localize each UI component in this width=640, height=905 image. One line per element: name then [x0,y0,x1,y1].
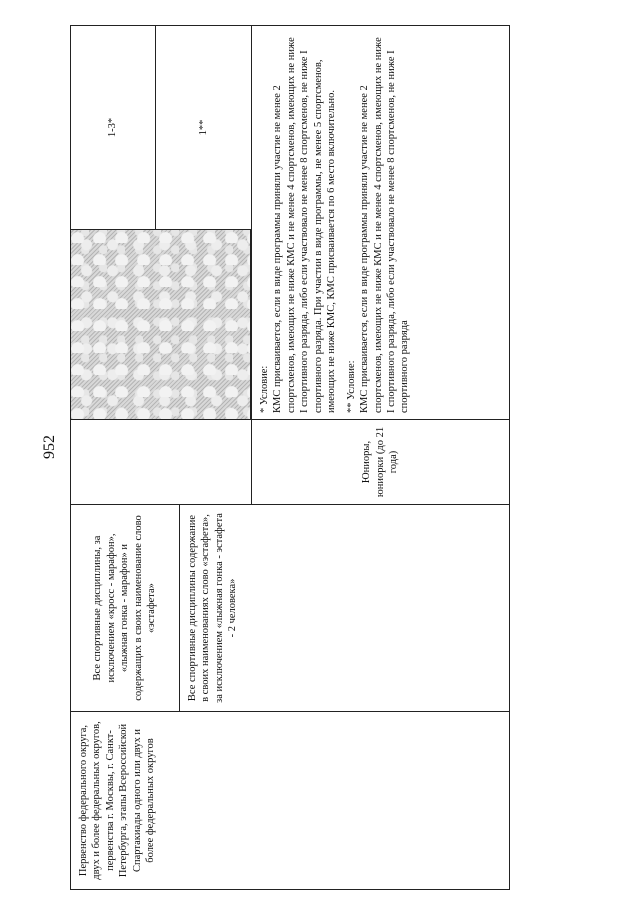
place-1-cell [70,25,156,230]
discipline-2-cell [179,504,510,712]
age-group-text: Юниоры, юниорки (до 21 года) [361,426,400,498]
place-2-text: 1** [197,119,209,136]
page-number: 952 [41,435,58,459]
place-1-text: 1-3* [107,117,119,138]
discipline-1-cell [70,504,180,712]
discipline-1-text: Все спортивные дисциплины, за исключением «кросс - марафон», «лыжная гонка - марафон» и содержащих в своих наименование слово «эстафета» [92,515,158,701]
condition-2-text: КМС присваивается, если в виде программы приняли участие не менее 2 спортсменов, имеющих не ниже КМС и не менее 4 спортсменов, имеющих не ниже I спортивного разряда, либо если участвовало не менее 8 спортсменов, не ниже I спортивного разряда [359,37,411,413]
condition-1-text: КМС присваивается, если в виде программы приняли участие не менее 2 спортсменов, имеющих не ниже КМС и не менее 4 спортсменов, имеющих не ниже I спортивного разряда, либо если участвовало не менее 8 спортсменов, не ниже I спортивного разряда. При участии в виде программы, не менее 5 спортсменов, имеющих не ниже КМС, КМС присваивается по 6 место включительно. [272,37,338,413]
place-2-cell [155,25,252,230]
condition-1-title: * Условие: [259,365,270,413]
conditions-cell [251,25,510,420]
age-empty-cell [70,419,252,505]
competition-text: Первенство федерального округа, двух и более федеральных округов, первенства г. Москвы, г. Санкт-Петербурга, этапы Всероссийской Спартакиады одного или двух и более федеральных округов [78,721,157,880]
discipline-2-text: Все спортивные дисциплины содержание в своих наименованиях слово «эстафета», за исключением «лыжная гонка - эстафета - 2 человека» [187,513,239,703]
competition-cell [70,711,510,890]
age-group-cell [251,419,510,505]
rotated-table-sheet [70,25,510,890]
condition-2-title: ** Условие: [345,360,357,413]
hatched-area [70,229,251,420]
